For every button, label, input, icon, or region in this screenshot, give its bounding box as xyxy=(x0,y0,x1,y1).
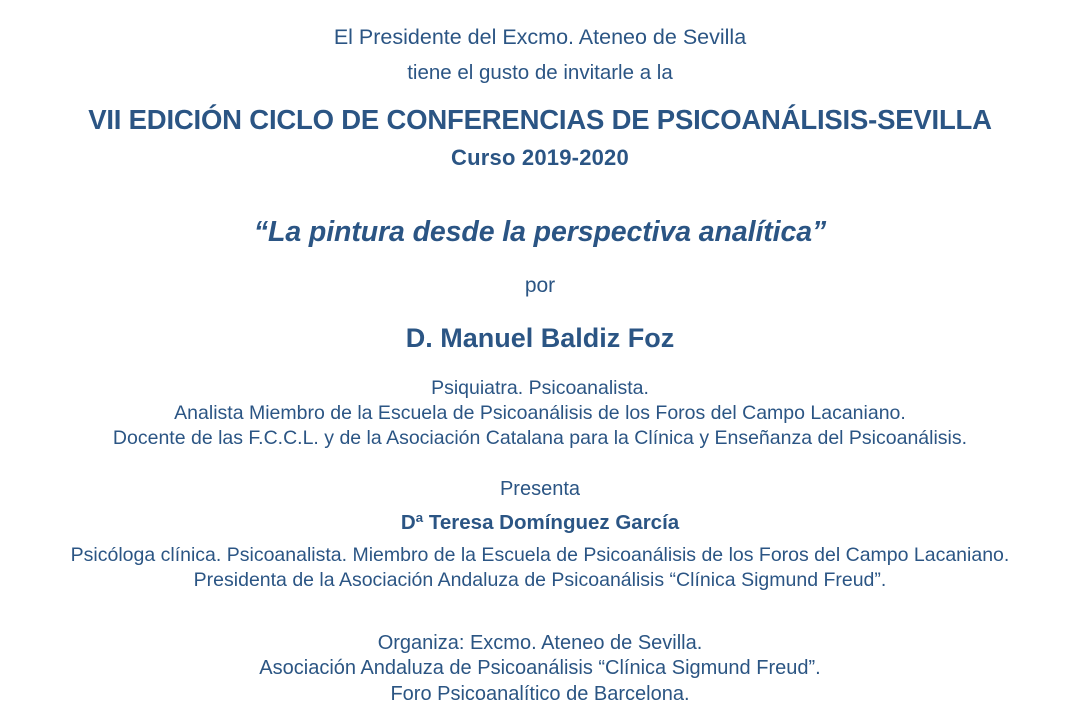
presents-label: Presenta xyxy=(499,477,581,500)
speaker-credential: Analista Miembro de la Escuela de Psicoanálisis de los Foros del Campo Lacaniano. xyxy=(174,401,906,424)
invitation-line-2: tiene el gusto de invitarle a la xyxy=(407,60,673,84)
cycle-course: Curso 2019-2020 xyxy=(451,144,629,170)
by-label: por xyxy=(524,273,556,297)
organizer-line: Organiza: Excmo. Ateneo de Sevilla. xyxy=(377,631,703,654)
speaker-name: D. Manuel Baldiz Foz xyxy=(405,323,675,354)
speaker-credential: Docente de las F.C.C.L. y de la Asociación Catalana para la Clínica y Enseñanza del Psicoanálisis. xyxy=(112,426,968,449)
speaker-credential: Psiquiatra. Psicoanalista. xyxy=(431,376,649,399)
invitation-line-1: El Presidente del Excmo. Ateneo de Sevilla xyxy=(333,25,747,49)
presenter-credential: Psicóloga clínica. Psicoanalista. Miembro de la Escuela de Psicoanálisis de los Foros del Campo Lacaniano. xyxy=(70,543,1010,566)
presenter-name: Dª Teresa Domínguez García xyxy=(400,511,680,535)
cycle-title: VII EDICIÓN CICLO DE CONFERENCIAS DE PSICOANÁLISIS-SEVILLA xyxy=(88,103,992,135)
conference-title: “La pintura desde la perspectiva analítica” xyxy=(253,216,827,249)
presenter-credential: Presidenta de la Asociación Andaluza de Psicoanálisis “Clínica Sigmund Freud”. xyxy=(193,568,887,591)
organizer-line: Asociación Andaluza de Psicoanálisis “Clínica Sigmund Freud”. xyxy=(259,657,821,680)
organizer-line: Foro Psicoanalítico de Barcelona. xyxy=(390,682,690,705)
